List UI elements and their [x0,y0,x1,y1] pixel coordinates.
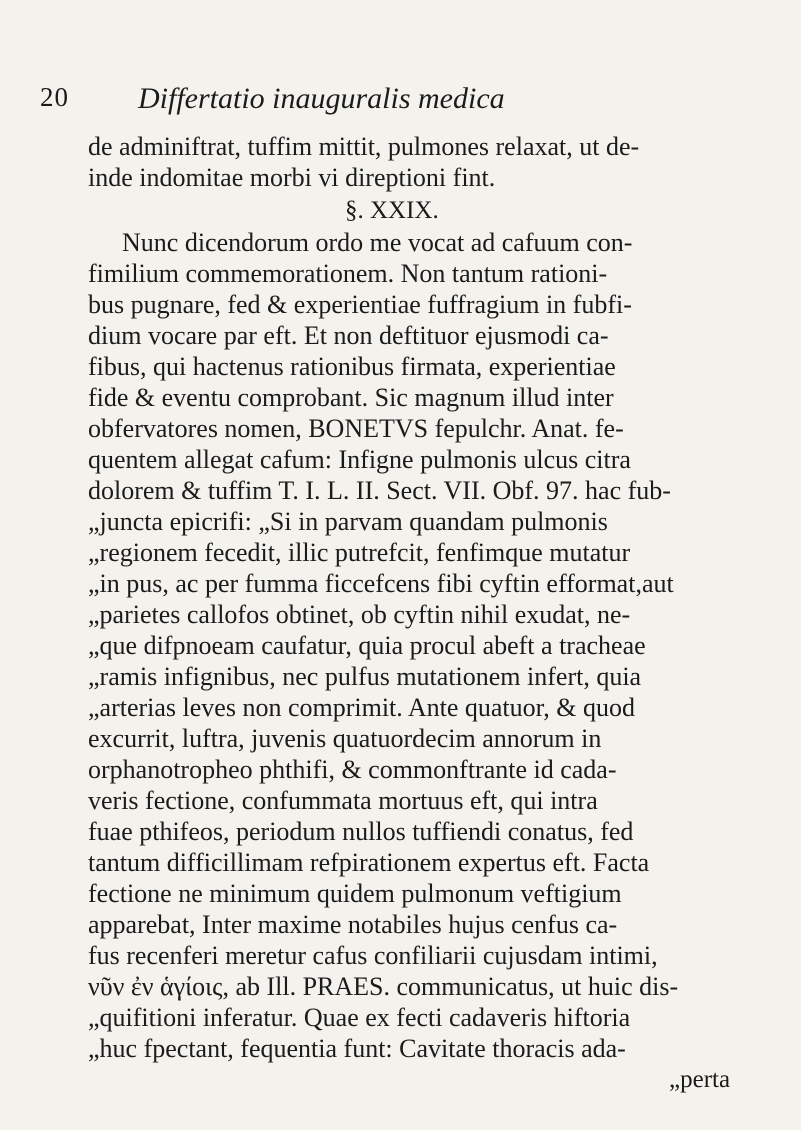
text-line: tantum difficillimam refpirationem expertus eft. Facta [88,848,650,877]
catchword: „perta [669,1066,731,1093]
text-line: „que difpnoeam caufatur, quia procul abeft a tracheae [88,631,646,660]
text-line: orphanotropheo phthifi, & commonftrante id cada- [88,755,617,784]
text-line: veris fectione, confummata mortuus eft, qui intra [88,786,598,815]
text-line: fuae pthifeos, periodum nullos tuffiendi conatus, fed [88,817,634,846]
text-line: Nunc dicendorum ordo me vocat ad cafuum con- [122,228,633,257]
text-line: excurrit, luftra, juvenis quatuordecim annorum in [88,724,602,753]
page-number: 20 [40,82,69,112]
text-line: „huc fpectant, fequentia funt: Cavitate thoracis ada- [88,1034,626,1063]
text-line: fibus, qui hactenus rationibus firmata, experientiae [88,352,616,381]
text-line: fide & eventu comprobant. Sic magnum illud inter [88,383,614,412]
text-line: νῦν ἐν ἁγίοις, ab Ill. PRAES. communicatus, ut huic dis- [88,972,679,1001]
text-line: obfervatores nomen, BONETVS fepulchr. Anat. fe- [88,414,624,443]
text-line: fus recenferi meretur cafus confiliarii cujusdam intimi, [88,941,658,970]
text-line: „in pus, ac per fumma ficcefcens fibi cyftin efformat,aut [88,569,674,598]
text-line: inde indomitae morbi vi direptioni fint. [88,163,496,192]
text-line: „ramis infignibus, nec pulfus mutationem infert, quia [88,662,642,691]
text-line: „parietes callofos obtinet, ob cyftin nihil exudat, ne- [88,600,631,629]
text-line: quentem allegat cafum: Infigne pulmonis ulcus citra [88,445,631,474]
text-line: dium vocare par eft. Et non deftituor ejusmodi ca- [88,321,609,350]
text-line: „regionem fecedit, illic putrefcit, fenfimque mutatur [88,538,631,567]
text-line: fimilium commemorationem. Non tantum rationi- [88,259,608,288]
text-line: fectione ne minimum quidem pulmonum veftigium [88,879,622,908]
page-header [40,82,740,126]
text-line: de adminiftrat, tuffim mittit, pulmones relaxat, ut de- [88,132,640,161]
text-line: apparebat, Inter maxime notabiles hujus cenfus ca- [88,910,618,939]
text-line: „quifitioni inferatur. Quae ex fecti cadaveris hiftoria [88,1003,631,1032]
text-line: „juncta epicrifi: „Si in parvam quandam pulmonis [88,507,608,536]
text-line: „arterias leves non comprimit. Ante quatuor, & quod [88,693,635,722]
running-title: Differtatio inauguralis medica [138,82,505,115]
text-line: bus pugnare, fed & experientiae fuffragium in fubfi- [88,290,632,319]
text-line: dolorem & tuffim T. I. L. II. Sect. VII. Obf. 97. hac fub- [88,476,671,505]
section-heading: §. XXIX. [345,197,439,224]
